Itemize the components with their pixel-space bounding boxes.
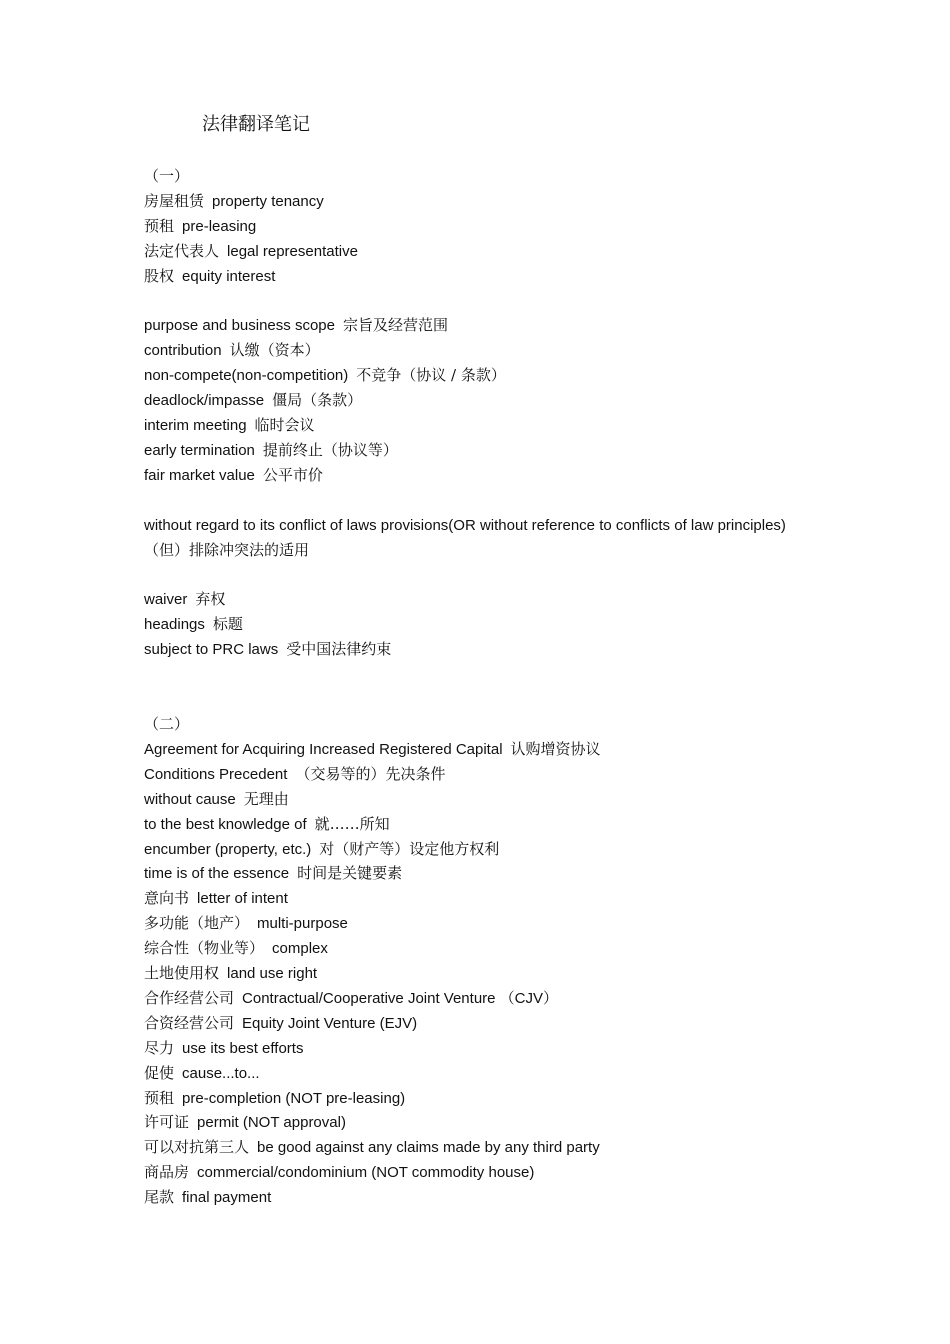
term-source: 预租 — [144, 1088, 175, 1107]
term-source: contribution — [144, 342, 222, 360]
glossary-line — [144, 812, 390, 837]
glossary-line — [144, 837, 499, 862]
glossary-line — [144, 214, 256, 239]
glossary-line — [144, 612, 243, 637]
term-source: 法定代表人 — [144, 241, 220, 260]
term-translation: letter of intent — [197, 890, 288, 908]
term-source: （但）排除冲突法的适用 — [144, 540, 310, 559]
term-translation: land use right — [227, 965, 318, 982]
term-source: 促使 — [144, 1063, 175, 1082]
glossary-line — [144, 313, 448, 338]
glossary-line — [144, 1110, 346, 1135]
term-source: 预租 — [144, 216, 175, 235]
term-translation: cause...to... — [182, 1064, 260, 1082]
term-source: 尾款 — [144, 1188, 175, 1207]
term-translation: 不竞争（协议 / 条款） — [356, 366, 506, 385]
term-source: 股权 — [144, 266, 175, 285]
glossary-line — [144, 1036, 303, 1061]
glossary-line — [144, 787, 289, 812]
glossary-line — [144, 762, 445, 787]
term-source: without cause — [144, 790, 236, 808]
glossary-line — [144, 1086, 405, 1111]
term-translation: 时间是关键要素 — [297, 864, 403, 883]
term-source: 综合性（物业等） — [144, 939, 265, 958]
glossary-line — [144, 1011, 417, 1036]
term-translation: complex — [272, 940, 328, 958]
term-source: subject to PRC laws — [144, 641, 279, 659]
glossary-line — [144, 463, 323, 488]
term-translation: （交易等的）先决条件 — [295, 764, 446, 783]
term-translation: 认购增资协议 — [510, 739, 601, 758]
glossary-line — [144, 1061, 260, 1086]
term-translation: Equity Joint Venture (EJV) — [242, 1014, 418, 1032]
section-heading: （二） — [144, 715, 190, 733]
term-source: non-compete(non-competition) — [144, 367, 349, 385]
glossary-line — [144, 986, 558, 1011]
glossary-line — [144, 438, 398, 463]
term-translation: multi-purpose — [257, 915, 348, 933]
term-translation: 弃权 — [195, 590, 226, 609]
term-translation: equity interest — [182, 267, 276, 285]
term-translation: 临时会议 — [254, 416, 315, 434]
glossary-line — [144, 737, 601, 762]
section-heading: （一） — [144, 167, 190, 185]
term-source: without regard to its conflict of laws provisions(OR without reference to conflicts of law principles) — [144, 516, 786, 534]
term-translation: permit (NOT approval) — [197, 1114, 346, 1132]
glossary-line — [144, 637, 391, 662]
term-translation: use its best efforts — [182, 1039, 304, 1057]
glossary-line — [144, 264, 275, 289]
term-source: 许可证 — [144, 1113, 190, 1132]
term-source: fair market value — [144, 466, 255, 484]
glossary-line — [144, 587, 225, 612]
term-source: 土地使用权 — [144, 964, 220, 982]
term-source: Conditions Precedent — [144, 765, 288, 783]
term-translation: 受中国法律约束 — [286, 640, 392, 659]
term-translation: 就……所知 — [314, 814, 390, 833]
term-source: time is of the essence — [144, 865, 290, 883]
term-translation: 公平市价 — [262, 465, 323, 484]
term-translation: Contractual/Cooperative Joint Venture （CJV） — [242, 989, 559, 1007]
glossary-line — [144, 413, 315, 438]
term-source: 多功能（地产） — [144, 914, 250, 933]
term-source: 可以对抗第三人 — [144, 1138, 250, 1157]
term-source: early termination — [144, 441, 255, 459]
glossary-line — [144, 338, 320, 363]
glossary-line — [144, 911, 348, 936]
document-title: 法律翻译笔记 — [202, 114, 310, 135]
term-source: 商品房 — [144, 1163, 190, 1182]
glossary-line — [144, 363, 506, 388]
term-source: to the best knowledge of — [144, 815, 307, 833]
term-translation: 认缴（资本） — [229, 341, 320, 360]
glossary-line — [144, 513, 786, 538]
term-source: 意向书 — [144, 889, 190, 908]
term-translation: 提前终止（协议等） — [262, 440, 398, 459]
term-translation: be good against any claims made by any third party — [257, 1139, 600, 1157]
term-translation: pre-leasing — [182, 217, 257, 235]
term-translation: 对（财产等）设定他方权利 — [319, 839, 500, 858]
term-translation: 宗旨及经营范围 — [342, 316, 448, 335]
term-translation: pre-completion (NOT pre-leasing) — [182, 1089, 406, 1107]
term-translation: 标题 — [212, 615, 243, 634]
term-source: waiver — [144, 591, 188, 609]
term-source: deadlock/impasse — [144, 392, 265, 410]
glossary-line — [144, 961, 317, 986]
term-source: 合资经营公司 — [144, 1013, 235, 1032]
glossary-line — [144, 189, 324, 214]
glossary-line — [144, 1185, 271, 1210]
term-translation: 僵局（条款） — [272, 391, 363, 410]
glossary-line — [144, 1135, 600, 1160]
glossary-line — [144, 239, 358, 264]
term-source: 房屋租赁 — [144, 191, 205, 210]
term-translation: commercial/condominium (NOT commodity house) — [197, 1164, 535, 1182]
glossary-line — [144, 936, 328, 961]
glossary-line — [144, 886, 288, 911]
term-translation: property tenancy — [212, 192, 324, 210]
term-source: 合作经营公司 — [144, 988, 235, 1007]
term-translation: 无理由 — [243, 789, 289, 808]
term-source: 尽力 — [144, 1038, 175, 1057]
term-source: Agreement for Acquiring Increased Registered Capital — [144, 740, 503, 758]
glossary-line — [144, 538, 309, 563]
term-source: encumber (property, etc.) — [144, 840, 312, 858]
term-translation: legal representative — [227, 242, 358, 260]
term-source: headings — [144, 616, 205, 634]
glossary-line — [144, 388, 362, 413]
glossary-line — [144, 1160, 534, 1185]
term-source: interim meeting — [144, 417, 247, 434]
glossary-line — [144, 861, 402, 886]
term-translation: final payment — [182, 1189, 272, 1207]
term-source: purpose and business scope — [144, 317, 335, 335]
